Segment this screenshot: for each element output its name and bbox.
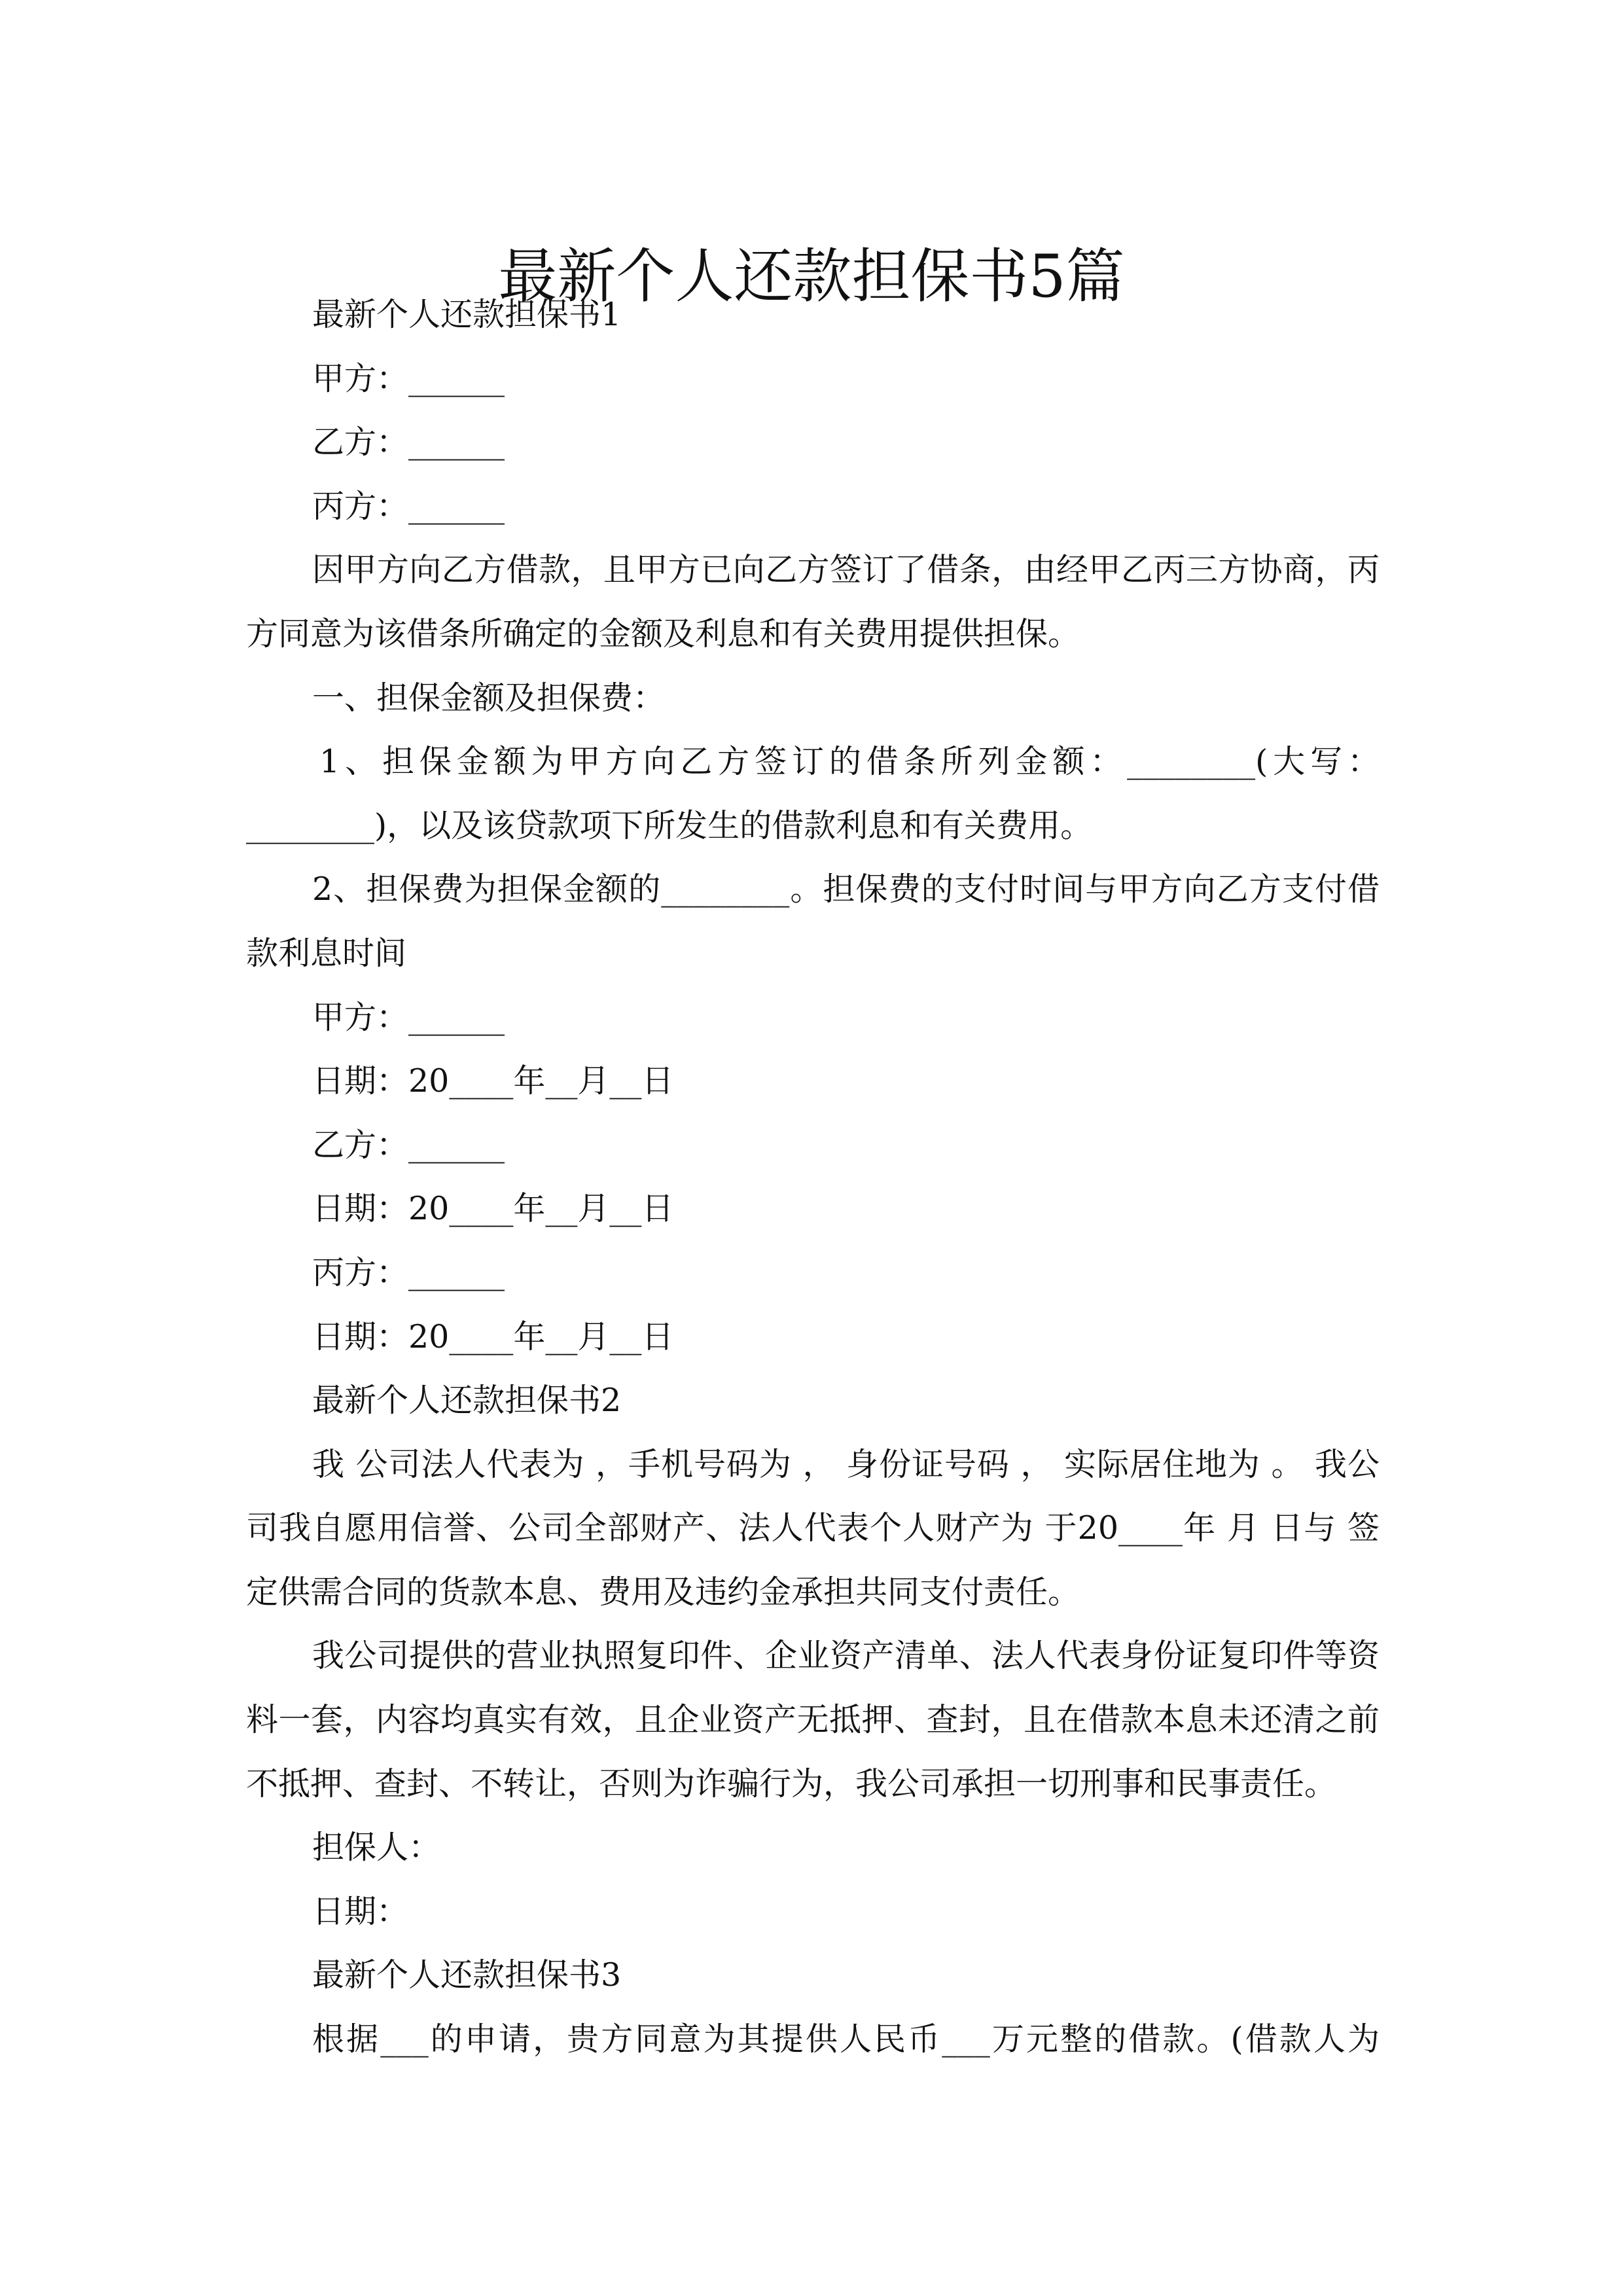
signature-date: 日期：20____年__月__日 (312, 1062, 674, 1100)
paragraph-line: 根据___的申请，贵方同意为其提供人民币___万元整的借款。(借款人为 (312, 2020, 1380, 2058)
paragraph-line: 司我自愿用信誉、公司全部财产、法人代表个人财产为 于20____年 月 日与 签 (246, 1509, 1380, 1547)
paragraph-line: 料一套，内容均真实有效，且企业资产无抵押、查封，且在借款本息未还清之前 (246, 1701, 1380, 1739)
section-heading-1: 最新个人还款担保书1 (312, 296, 622, 333)
paragraph-line: 方同意为该借条所确定的金额及利息和有关费用提供担保。 (246, 615, 1080, 653)
page-title: 最新个人还款担保书5篇 (498, 242, 1125, 312)
signature-party-b: 乙方：______ (312, 1126, 505, 1164)
paragraph-line: 款利息时间 (246, 934, 407, 972)
signature-date: 日期：20____年__月__日 (312, 1318, 674, 1355)
document-body (246, 283, 1380, 2072)
party-b-line: 乙方：______ (312, 423, 505, 461)
party-a-line: 甲方：______ (312, 359, 505, 397)
paragraph-line: 定供需合同的货款本息、费用及违约金承担共同支付责任。 (246, 1573, 1080, 1611)
paragraph-line: 因甲方向乙方借款，且甲方已向乙方签订了借条，由经甲乙丙三方协商，丙 (312, 551, 1380, 589)
paragraph-line: 我 公司法人代表为 ，手机号码为 ， 身份证号码 ， 实际居住地为 。 我公 (312, 1445, 1380, 1483)
section-heading-2: 最新个人还款担保书2 (312, 1382, 622, 1420)
signature-party-c: 丙方：______ (312, 1253, 505, 1291)
guarantor-line: 担保人： (312, 1829, 441, 1867)
paragraph-line: ________)，以及该贷款项下所发生的借款利息和有关费用。 (246, 806, 1093, 844)
paragraph-line: 1、担保金额为甲方向乙方签订的借条所列金额：________(大写： (319, 743, 1380, 781)
paragraph-line: 我公司提供的营业执照复印件、企业资产清单、法人代表身份证复印件等资 (312, 1637, 1380, 1675)
paragraph-line: 不抵押、查封、不转让，否则为诈骗行为，我公司承担一切刑事和民事责任。 (246, 1765, 1337, 1803)
party-c-line: 丙方：______ (312, 487, 505, 525)
section-heading-3: 最新个人还款担保书3 (312, 1956, 622, 1994)
date-line: 日期： (312, 1892, 409, 1930)
clause-heading: 一、担保金额及担保费： (312, 679, 666, 717)
paragraph-line: 2、担保费为担保金额的________。担保费的支付时间与甲方向乙方支付借 (312, 870, 1380, 908)
signature-date: 日期：20____年__月__日 (312, 1190, 674, 1228)
signature-party-a: 甲方：______ (312, 998, 505, 1036)
